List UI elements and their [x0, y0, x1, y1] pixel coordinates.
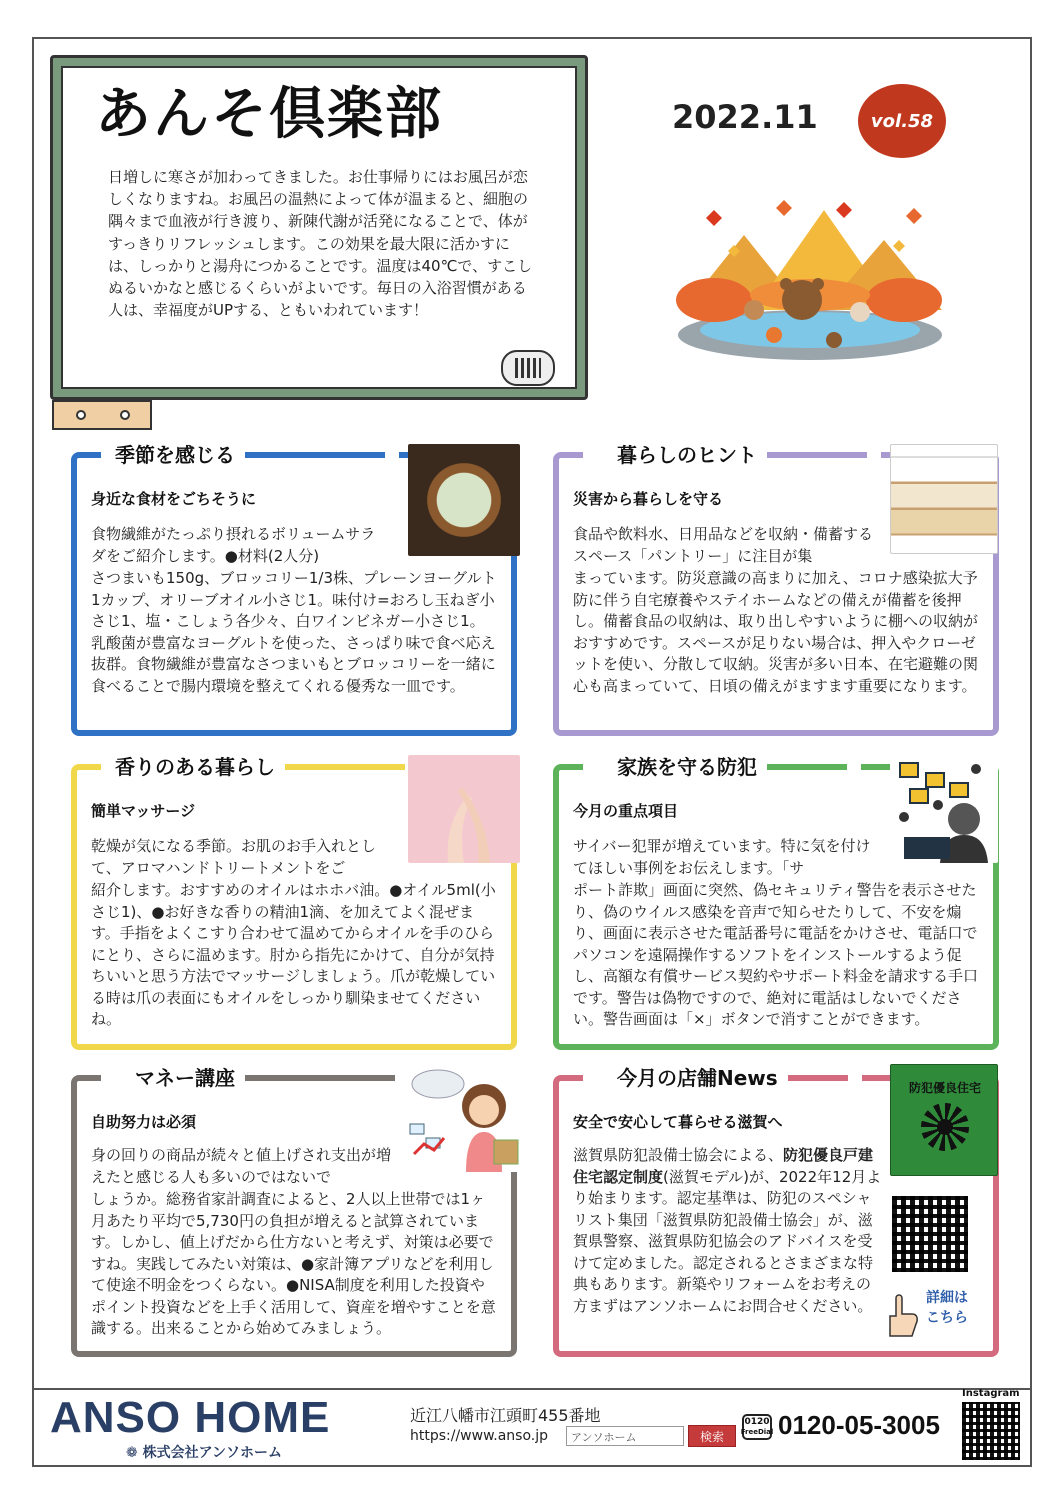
- phone-number[interactable]: 0120-05-3005: [778, 1410, 940, 1440]
- chalk-tray: [52, 400, 152, 430]
- section-heading: [101, 1064, 409, 1092]
- section-heading: [101, 441, 399, 469]
- section-heading: [101, 753, 419, 781]
- tray-knob-icon: [120, 410, 130, 420]
- police-emblem-icon: [921, 1103, 969, 1151]
- heading-bar: [767, 764, 847, 770]
- instagram-qr-code[interactable]: [962, 1402, 1020, 1460]
- section-body-top: 乾燥が気になる季節。お肌のお手入れとして、アロマハンドトリートメントをご: [91, 837, 377, 877]
- pantry-photo: [890, 444, 998, 554]
- heading-bar: [245, 452, 385, 458]
- pointing-hand-icon: [882, 1290, 922, 1340]
- freedial-label: FreeDial: [740, 1428, 774, 1436]
- hands-icon: [408, 755, 520, 863]
- tray-knob-icon: [76, 410, 86, 420]
- company-name: [126, 1442, 282, 1462]
- news-bold: 防犯優良戸建住宅認定制度: [573, 1146, 874, 1186]
- section-body: ポート詐欺」画面に突然、偽セキュリティ警告を表示させたり、偽のウイルス感染を音声で知らせたりして、不安を煽り、画面に表示させた電話番号に電話をかけさせ、電話口でパソコンを遠隔操作するソフトをインストールするよう促し、高額な有償サービス契約やサポート料金を請求する手口です。警告は偽物ですので、絶対に電話はしないでください。警告画面は「×」ボタンで消すことができます。: [573, 881, 979, 1028]
- instagram-label: Instagram: [962, 1388, 1020, 1399]
- section-subheading: 安全で安心して暮らせる滋賀へ: [573, 1113, 783, 1131]
- company-emblem-icon: ❁: [126, 1445, 138, 1461]
- section-subheading: 身近な食材をごちそうに: [91, 490, 257, 508]
- footer-divider: [32, 1388, 1032, 1390]
- section-body: まっています。防災意識の高まりに加え、コロナ感染拡大予防に伴う自宅療養やステイホームなどの備えが備蓄を後押し。備蓄食品の収納は、取り出しやすいように棚への収納がおすすめです。スペースが足りない場合は、押入やクローゼットを使い、分散して収納。災害が多い日本、在宅避難の関心も高まっていて、日頃の備えがますます重要になります。: [573, 569, 979, 695]
- details-qr-code[interactable]: [892, 1196, 968, 1272]
- section-body: しょうか。総務省家計調査によると、2人以上世帯では1ヶ月あたり平均で5,730円の負担が増えると試算されています。しかし、値上げだから仕方ないと考えず、対策は必要ですね。実践してみたい対策は、●家計簿アプリなどを利用して使途不明金をつくらない。●NISA制度を利用した投資やポイント投資などを上手く活用して、資産を増やすことを意識する。出来ることから始めてみましょう。: [91, 1190, 496, 1337]
- section-subheading: 簡単マッサージ: [91, 802, 196, 820]
- section-subheading: 災害から暮らしを守る: [573, 490, 724, 508]
- crime-prevention-badge: [890, 1064, 998, 1176]
- section-subheading: 自助努力は必須: [91, 1113, 197, 1131]
- section-body-top: 身の回りの商品が続々と値上げされ支出が増えたと感じる人も多いのではないで: [91, 1146, 392, 1186]
- section-heading: [583, 753, 861, 781]
- heading-bar: [285, 764, 405, 770]
- hands-photo: [408, 755, 520, 863]
- company-address: 近江八幡市江頭町455番地: [410, 1406, 601, 1425]
- details-link[interactable]: 詳細はこちら: [926, 1290, 968, 1326]
- section-body: さつまいも150g、ブロッコリー1/3株、プレーンヨーグルト1カップ、オリーブオイル小さじ1。味付け=おろし玉ねぎ小さじ1、塩・こしょう各少々、白ワインビネガー小さじ1。乳酸菌が豊富なヨーグルトを使った、さっぱり味で食べ応え抜群。食物繊維が豊富なさつまいもとブロッコリーを一緒に食べることで腸内環境を整えてくれる優秀な一皿です。: [91, 569, 497, 695]
- eraser-icon: [501, 350, 555, 386]
- heading-text: 季節を感じる: [115, 443, 235, 467]
- freedial-icon: [742, 1414, 772, 1440]
- company-name-text: 株式会社アンソホーム: [142, 1445, 283, 1461]
- volume-badge: vol.58: [858, 84, 946, 158]
- section-body-top: サイバー犯罪が増えています。特に気を付けてほしい事例をお伝えします。「サ: [573, 837, 871, 877]
- search-input[interactable]: アンソホーム: [566, 1426, 684, 1446]
- heading-bar: [767, 452, 867, 458]
- heading-bar: [788, 1075, 848, 1081]
- heading-text: 香りのある暮らし: [115, 755, 275, 779]
- section-subheading: 今月の重点項目: [573, 802, 679, 820]
- badge-title: 防犯優良住宅: [908, 1081, 981, 1095]
- autumn-onsen-illustration: [674, 190, 946, 360]
- news-lead: 滋賀県防犯設備士協会による、: [573, 1146, 784, 1164]
- intro-text: 日増しに寒さが加わってきました。お仕事帰りにはお風呂が恋しくなりますね。お風呂の温熱によって体が温まると、細胞の隅々まで血液が行き渡り、新陳代謝が活発になることで、体がすっきりリフレッシュします。この効果を最大限に活かすには、しっかりと湯舟につかることです。温度は40℃で、すこしぬるいかなと感じるくらいがよいです。毎日の入浴習慣がある人は、幸福度がUPする、ともいわれています！: [108, 168, 533, 320]
- heading-bar: [245, 1075, 395, 1081]
- news-rest: (滋賀モデル)が、2022年12月より始まります。認定基準は、防犯のスペシャリスト集団「滋賀県防犯設備士協会」が、滋賀県警察、滋賀県防犯協会のアドバイスを受けて定めました。認定されるとさまざまな特典もあります。新築やリフォームをお考えの方まずはアンソホームにお問合せください。: [573, 1167, 882, 1315]
- section-heading: [583, 1064, 862, 1092]
- heading-text: マネー講座: [135, 1066, 235, 1090]
- heading-text: 家族を守る防犯: [617, 755, 757, 779]
- shopper-illustration: [404, 1064, 520, 1172]
- freedial-number: 0120: [744, 1417, 770, 1427]
- brand-logo: ANSO HOME: [50, 1393, 331, 1442]
- section-body: 紹介します。おすすめのオイルはホホバ油。●オイル5ml(小さじ1)、●お好きな香りの精油1滴、を加えてよく混ぜます。手指をよくこすり合わせて温めてからオイルを手のひらにとり、さらに温めます。肘から指先にかけて、自分が気持ちいいと思う方法でマッサージしましょう。爪が乾燥している時は爪の表面にもオイルをしっかり馴染ませてくださいね。: [91, 881, 496, 1028]
- search-button[interactable]: 検索: [688, 1425, 736, 1447]
- section-body: [573, 1145, 883, 1317]
- section-body-top: 食品や飲料水、日用品などを収納・備蓄するスペース「パントリー」に注目が集: [573, 525, 874, 565]
- issue-date: 2022.11: [672, 98, 818, 136]
- section-heading: [583, 441, 881, 469]
- heading-text: 今月の店舗News: [617, 1066, 778, 1090]
- section-body-top: 食物繊維がたっぷり摂れるボリュームサラダをご紹介します。●材料(2人分): [91, 525, 376, 565]
- salad-photo: [408, 444, 520, 556]
- blackboard: [50, 55, 588, 400]
- website-url[interactable]: https://www.anso.jp: [410, 1428, 548, 1444]
- newsletter-title: あんそ倶楽部: [95, 82, 443, 147]
- heading-text: 暮らしのヒント: [617, 443, 757, 467]
- cyber-crime-illustration: [890, 755, 998, 863]
